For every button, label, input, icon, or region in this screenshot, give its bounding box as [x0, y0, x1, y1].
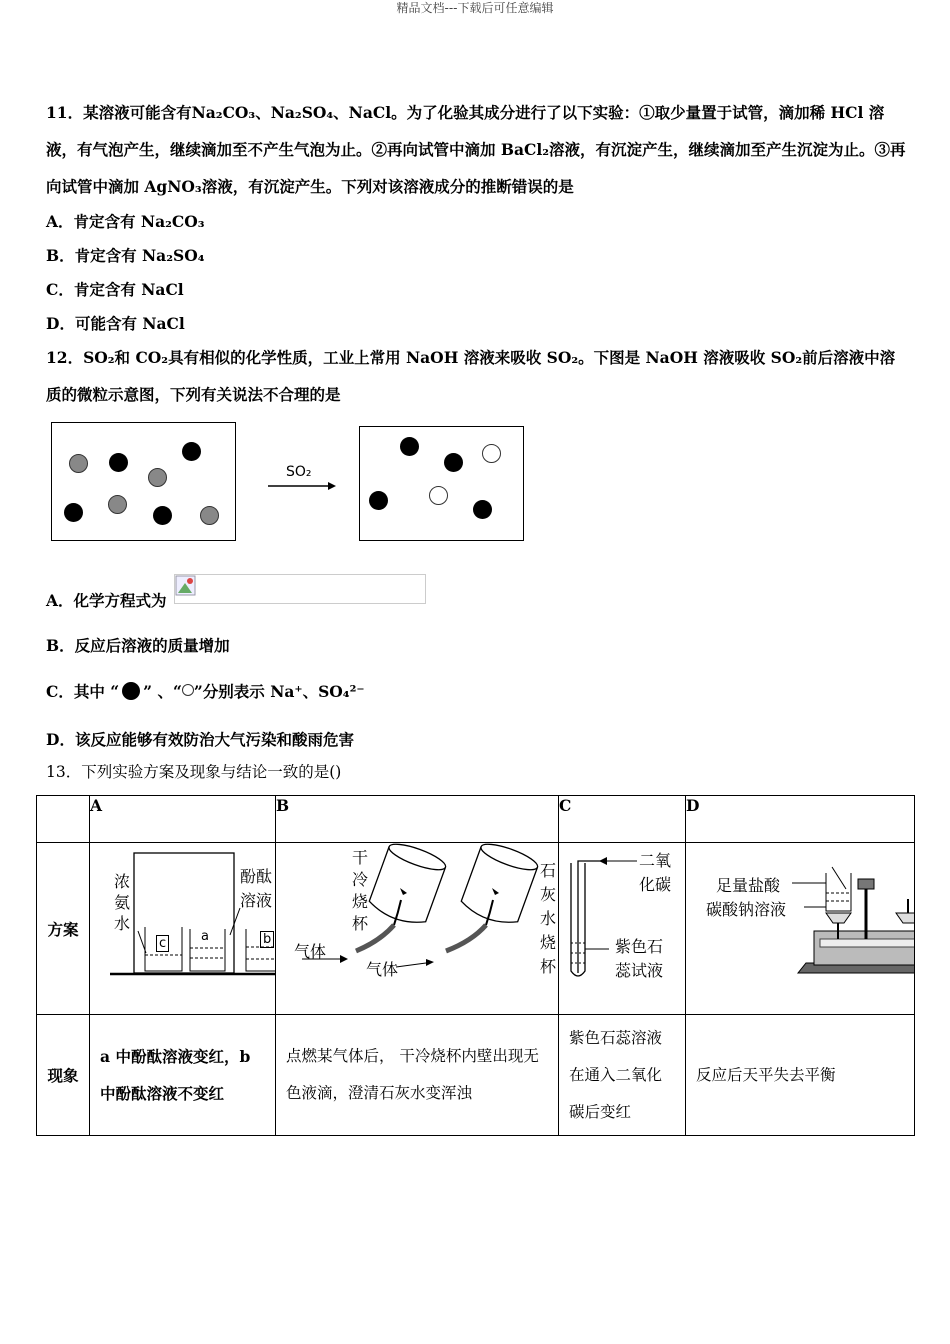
- label-text: 溶液: [240, 891, 273, 910]
- label-excess-hydrochloric-acid: 足量盐酸: [716, 876, 781, 895]
- q12-option-a: A．化学方程式为: [46, 591, 167, 610]
- oh-ion-particle: [69, 454, 88, 473]
- figure-b: [276, 843, 558, 1013]
- table-header-row: [37, 796, 915, 843]
- so4-ion-symbol: [182, 684, 194, 696]
- column-header-a: A: [90, 796, 276, 843]
- na-ion-particle: [153, 506, 172, 525]
- beaker-label-b: b: [260, 931, 274, 948]
- label-char: 浓: [114, 872, 131, 891]
- figure-a: [90, 843, 275, 1013]
- phenomenon-d: 反应后天平失去平衡: [686, 1015, 915, 1136]
- figure-a-cell: [90, 843, 276, 1015]
- phenomenon-a: a 中酚酞溶液变红，b 中酚酞溶液不变红: [90, 1015, 276, 1136]
- label-char: 杯: [352, 914, 369, 933]
- experiment-table: [36, 795, 915, 1136]
- label-char: 灰: [540, 885, 557, 904]
- column-header-c: C: [559, 796, 686, 843]
- label-text: 紫色石: [615, 937, 664, 956]
- q12-option-b: B．反应后溶液的质量增加: [46, 636, 230, 655]
- figure-c: [559, 843, 685, 1013]
- label-char: 氨: [114, 893, 131, 912]
- q12-option-c: [46, 680, 365, 704]
- na-ion-particle: [400, 437, 419, 456]
- row-label-phenomenon: 现象: [37, 1015, 90, 1136]
- figure-d-cell: [686, 843, 915, 1015]
- page-header: 精品文档---下载后可任意编辑: [396, 1, 554, 15]
- na-ion-particle: [473, 500, 492, 519]
- label-limewater-beaker: [540, 859, 556, 979]
- question-12-stem: [46, 339, 906, 413]
- broken-image-icon: [175, 575, 197, 597]
- label-char: 干: [352, 848, 369, 867]
- phenomenon-c: 紫色石蕊溶液在通入二氧化碳后变红: [559, 1015, 686, 1136]
- na-ion-particle: [64, 503, 83, 522]
- label-text: 化碳: [639, 875, 672, 894]
- figure-d: [686, 843, 914, 1013]
- label-char: 烧: [352, 892, 369, 911]
- question-11-stem: [46, 94, 906, 205]
- arrow-label-so2: SO₂: [286, 464, 312, 480]
- table-row-scheme: [37, 843, 915, 1015]
- column-header-d: D: [686, 796, 915, 843]
- figure-c-cell: [559, 843, 686, 1015]
- na-ion-particle: [109, 453, 128, 472]
- oh-ion-particle: [148, 468, 167, 487]
- label-char: 杯: [540, 957, 557, 976]
- q11-text: 11．某溶液可能含有Na₂CO₃、Na₂SO₄、NaCl。为了化验其成分进行了以下实验：①取少量置于试管，滴加稀 HCl 溶液，有气泡产生，继续滴加至不产生气泡为止。②再向试管中滴加 BaCl₂溶液，有沉淀产生，继续滴加至产生沉淀为止。③再向试管中滴加 AgNO₃溶液，有沉淀产生。下列对该溶液成分的推断错误的是: [46, 103, 906, 196]
- label-text: 蕊试液: [615, 961, 664, 980]
- q12-c-prefix: C．其中 “: [46, 682, 120, 701]
- q11-option-c: C．肯定含有 NaCl: [46, 280, 184, 299]
- oh-ion-particle: [200, 506, 219, 525]
- beaker-label-c: c: [156, 935, 169, 952]
- q12-c-suffix: ”分别表示 Na⁺、SO₄²⁻: [193, 682, 365, 701]
- label-carbon-dioxide: [639, 849, 671, 897]
- label-sodium-carbonate-solution: 碳酸钠溶液: [706, 900, 787, 919]
- question-13-stem: 13．下列实验方案及现象与结论一致的是(): [46, 763, 342, 781]
- na-ion-particle: [444, 453, 463, 472]
- na-ion-particle: [182, 442, 201, 461]
- before-reaction-box: [51, 422, 236, 541]
- label-char: 石: [540, 861, 557, 880]
- na-ion-symbol: [122, 682, 140, 700]
- after-reaction-box: [359, 426, 524, 541]
- so4-ion-particle: [482, 444, 501, 463]
- label-text: 二氧: [639, 851, 672, 870]
- label-char: 水: [540, 909, 557, 928]
- label-char: 冷: [352, 870, 369, 889]
- q11-option-a: A．肯定含有 Na₂CO₃: [46, 212, 205, 231]
- label-char: 烧: [540, 933, 557, 952]
- table-corner-cell: [37, 796, 90, 843]
- phenomenon-b: 点燃某气体后， 干冷烧杯内壁出现无色液滴，澄清石灰水变浑浊: [276, 1015, 559, 1136]
- figure-b-cell: [276, 843, 559, 1015]
- label-concentrated-ammonia: [114, 871, 130, 934]
- na-ion-particle: [369, 491, 388, 510]
- equation-image-placeholder: [174, 574, 426, 604]
- label-text: 酚酞: [240, 867, 273, 886]
- table-row-phenomenon: [37, 1015, 915, 1136]
- q12-option-d: D．该反应能够有效防治大气污染和酸雨危害: [46, 730, 354, 749]
- beaker-label-a: a: [201, 929, 209, 944]
- row-label-scheme: 方案: [37, 843, 90, 1015]
- column-header-b: B: [276, 796, 559, 843]
- label-phenolphthalein: [240, 865, 272, 913]
- label-litmus-solution: [615, 935, 663, 983]
- q11-option-d: D．可能含有 NaCl: [46, 314, 185, 333]
- label-gas-1: 气体: [294, 942, 327, 961]
- q11-option-b: B．肯定含有 Na₂SO₄: [46, 246, 205, 265]
- oh-ion-particle: [108, 495, 127, 514]
- label-char: 水: [114, 914, 131, 933]
- reaction-arrow: [266, 466, 336, 496]
- label-gas-2: 气体: [366, 960, 399, 979]
- label-dry-cold-beaker: [352, 847, 368, 935]
- so4-ion-particle: [429, 486, 448, 505]
- q12-c-middle: ” 、“: [143, 682, 182, 701]
- q12-text: 12．SO₂和 CO₂具有相似的化学性质，工业上常用 NaOH 溶液来吸收 SO₂。下图是 NaOH 溶液吸收 SO₂前后溶液中溶质的微粒示意图，下列有关说法不合理的是: [46, 348, 896, 404]
